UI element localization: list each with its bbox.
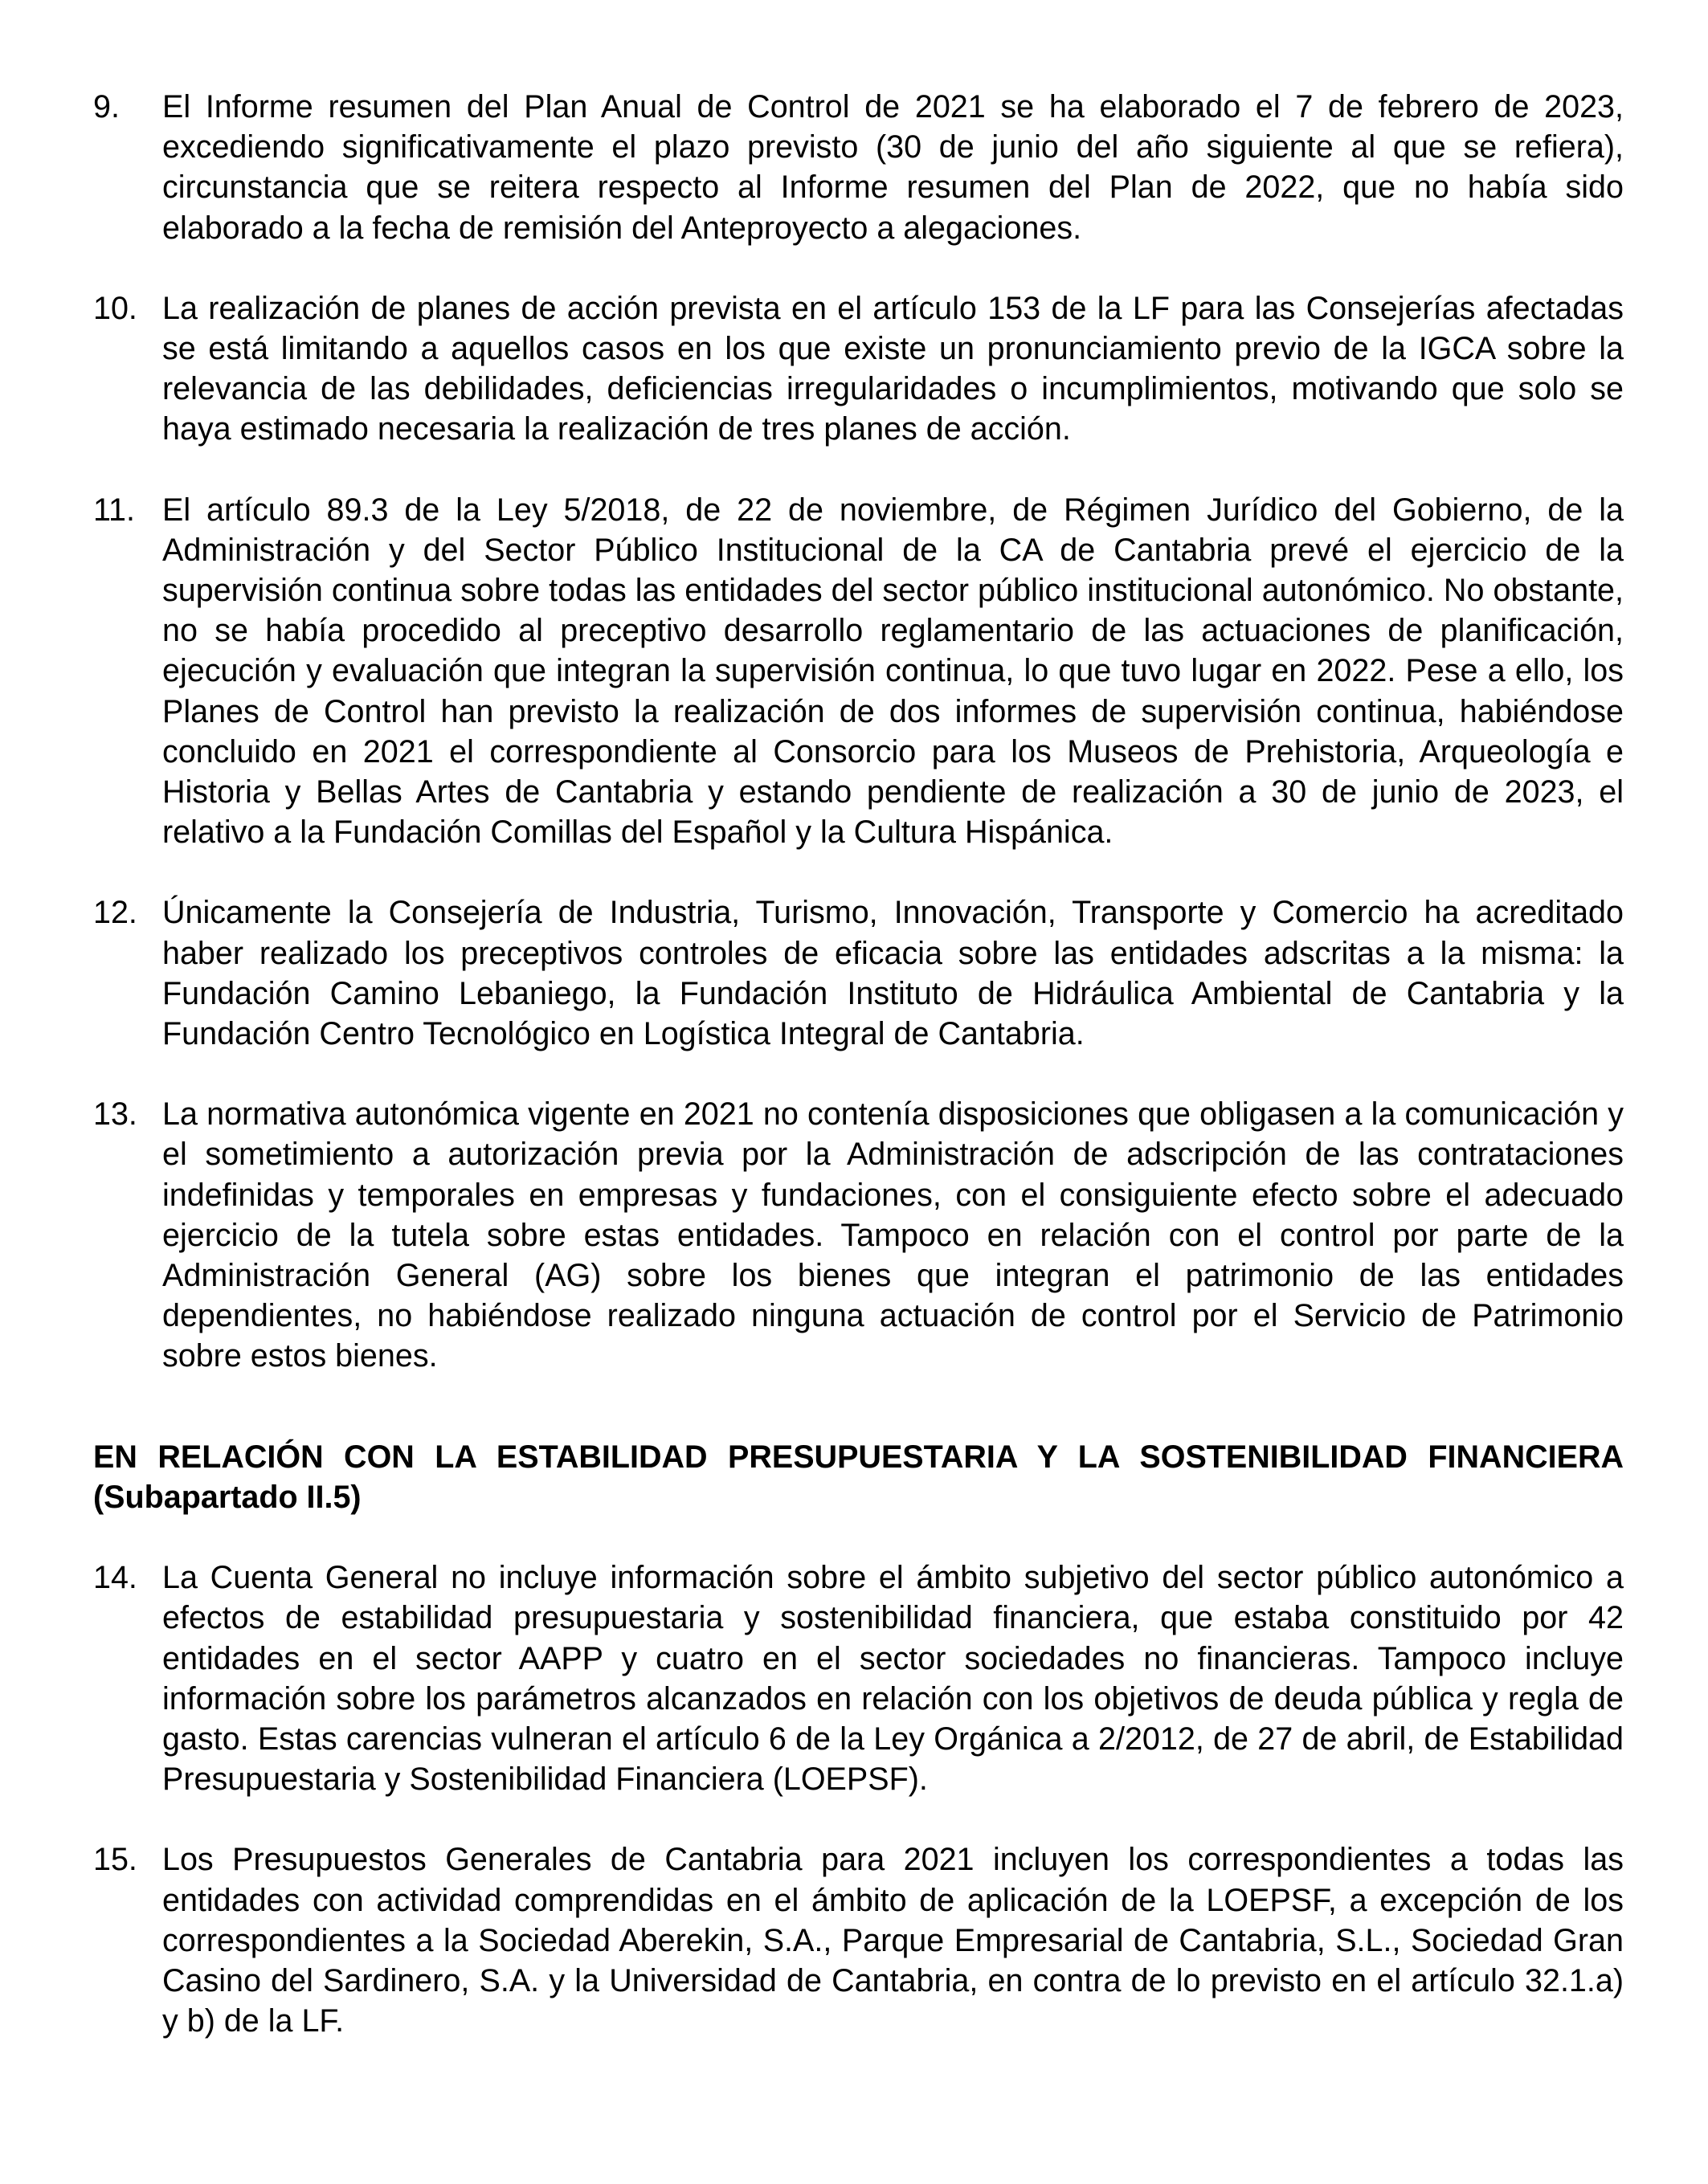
item-text: Únicamente la Consejería de Industria, Turismo, Innovación, Transporte y Comercio ha acreditado haber realizado los preceptivos controles de eficacia sobre las entidades adscritas a la misma: la Fundación Camino Lebaniego, la Fundación Instituto de Hidráulica Ambiental de Cantabria y la Fundación Centro Tecnológico en Logística Integral de Cantabria. — [162, 895, 1624, 1052]
item-number: 15. — [93, 1842, 137, 1878]
list-item — [93, 490, 1624, 853]
item-number: 11. — [93, 492, 135, 528]
item-text: Los Presupuestos Generales de Cantabria para 2021 incluyen los correspondientes a todas las entidades con actividad comprendidas en el ámbito de aplicación de la LOEPSF, a excepción de los correspondientes a la Sociedad Aberekin, S.A., Parque Empresarial de Cantabria, S.L., Sociedad Gran Casino del Sardinero, S.A. y la Universidad de Cantabria, en contra de lo previsto en el artículo 32.1.a) y b) de la LF. — [162, 1842, 1624, 2039]
list-item — [93, 87, 1624, 248]
document-page — [93, 87, 1624, 2041]
list-item — [93, 1094, 1624, 1376]
list-item — [93, 892, 1624, 1054]
list-item — [93, 1839, 1624, 2041]
item-text: La normativa autonómica vigente en 2021 no contenía disposiciones que obligasen a la comunicación y el sometimiento a autorización previa por la Administración de adscripción de las contrataciones indefinidas y temporales en empresas y fundaciones, con el consiguiente efecto sobre el adecuado ejercicio de la tutela sobre estas entidades. Tampoco en relación con el control por parte de la Administración General (AG) sobre los bienes que integran el patrimonio de las entidades dependientes, no habiéndose realizado ninguna actuación de control por el Servicio de Patrimonio sobre estos bienes. — [162, 1096, 1624, 1374]
item-number: 13. — [93, 1096, 137, 1133]
item-number: 10. — [93, 290, 137, 326]
item-number: 12. — [93, 895, 137, 931]
item-text: La Cuenta General no incluye información sobre el ámbito subjetivo del sector público autonómico a efectos de estabilidad presupuestaria y sostenibilidad financiera, que estaba constituido por 42 entidades en el sector AAPP y cuatro en el sector sociedades no financieras. Tampoco incluye información sobre los parámetros alcanzados en relación con los objetivos de deuda pública y regla de gasto. Estas carencias vulneran el artículo 6 de la Ley Orgánica a 2/2012, de 27 de abril, de Estabilidad Presupuestaria y Sostenibilidad Financiera (LOEPSF). — [162, 1560, 1624, 1798]
list-item — [93, 288, 1624, 450]
item-number: 9. — [93, 89, 120, 125]
section-heading: EN RELACIÓN CON LA ESTABILIDAD PRESUPUESTARIA Y LA SOSTENIBILIDAD FINANCIERA (Subapartado II.5) — [93, 1439, 1624, 1515]
item-text: El Informe resumen del Plan Anual de Control de 2021 se ha elaborado el 7 de febrero de 2023, excediendo significativamente el plazo previsto (30 de junio del año siguiente al que se refiera), circunstancia que se reitera respecto al Informe resumen del Plan de 2022, que no había sido elaborado a la fecha de remisión del Anteproyecto a alegaciones. — [162, 89, 1624, 246]
list-item — [93, 1557, 1624, 1799]
item-text: El artículo 89.3 de la Ley 5/2018, de 22 de noviembre, de Régimen Jurídico del Gobierno, de la Administración y del Sector Público Institucional de la CA de Cantabria prevé el ejercicio de la supervisión continua sobre todas las entidades del sector público institucional autonómico. No obstante, no se había procedido al preceptivo desarrollo reglamentario de las actuaciones de planificación, ejecución y evaluación que integran la supervisión continua, lo que tuvo lugar en 2022. Pese a ello, los Planes de Control han previsto la realización de dos informes de supervisión continua, habiéndose concluido en 2021 el correspondiente al Consorcio para los Museos de Prehistoria, Arqueología e Historia y Bellas Artes de Cantabria y estando pendiente de realización a 30 de junio de 2023, el relativo a la Fundación Comillas del Español y la Cultura Hispánica. — [162, 492, 1624, 851]
item-text: La realización de planes de acción prevista en el artículo 153 de la LF para las Consejerías afectadas se está limitando a aquellos casos en los que existe un pronunciamiento previo de la IGCA sobre la relevancia de las debilidades, deficiencias irregularidades o incumplimientos, motivando que solo se haya estimado necesaria la realización de tres planes de acción. — [162, 290, 1624, 447]
item-number: 14. — [93, 1560, 137, 1596]
